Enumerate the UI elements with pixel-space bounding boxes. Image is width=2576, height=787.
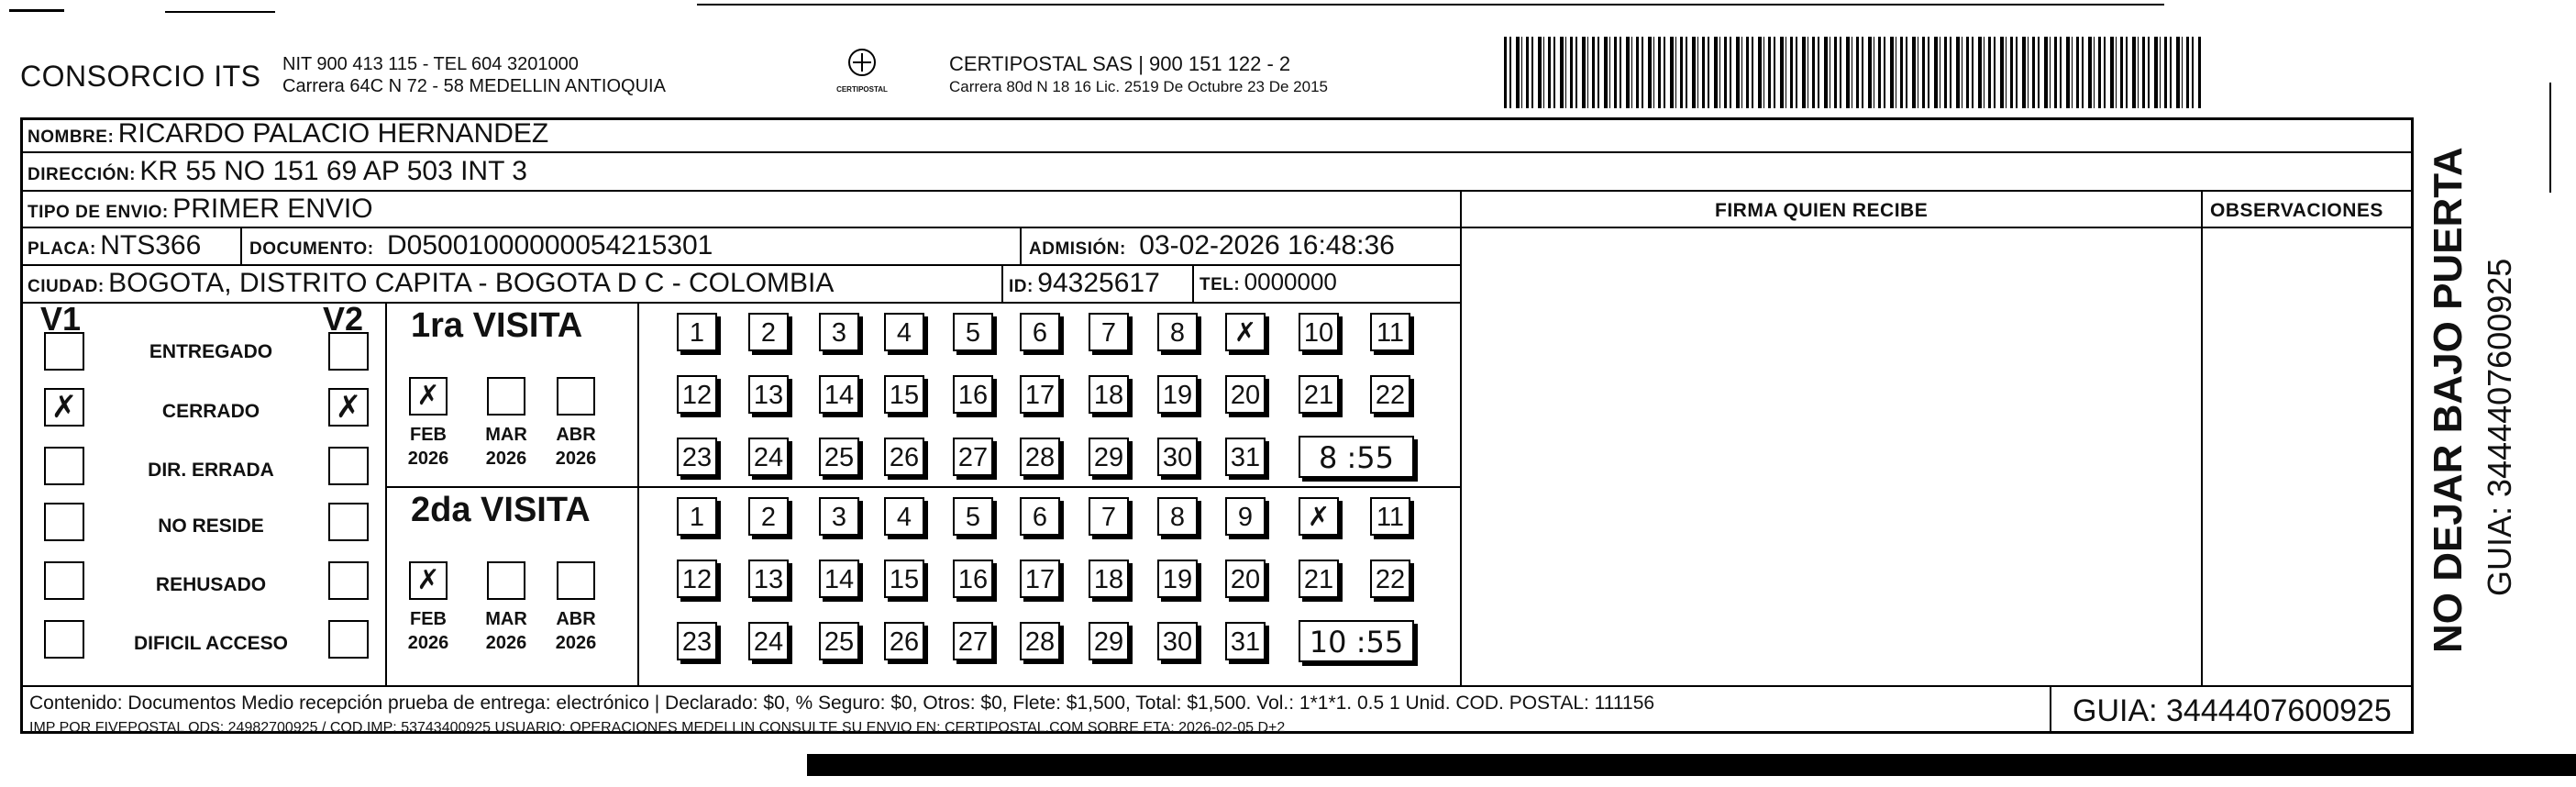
col-divider [1460, 190, 1462, 685]
month-name: FEB [410, 425, 447, 445]
documento-value: D05001000000054215301 [387, 230, 713, 260]
day-box[interactable]: 2 [748, 313, 789, 351]
v2-checkbox[interactable] [328, 620, 369, 659]
v2-checkbox[interactable] [328, 503, 369, 541]
day-box[interactable]: 1 [677, 497, 717, 536]
day-box[interactable]: 4 [884, 497, 924, 536]
v1-checkbox[interactable] [44, 503, 84, 541]
day-box[interactable]: 1 [677, 313, 717, 351]
admision-label: ADMISIÓN: [1029, 239, 1126, 259]
day-box[interactable]: 6 [1020, 313, 1060, 351]
day-box[interactable]: 6 [1020, 497, 1060, 536]
day-box[interactable]: 15 [884, 560, 924, 598]
day-box[interactable]: 11 [1370, 497, 1410, 536]
col-divider [2201, 190, 2203, 685]
id-value: 94325617 [1037, 268, 1160, 298]
day-box[interactable]: 11 [1370, 313, 1410, 351]
month-checkbox[interactable] [557, 561, 595, 600]
day-box[interactable]: 16 [953, 560, 993, 598]
day-box[interactable]: 21 [1299, 375, 1339, 414]
day-box[interactable]: 17 [1020, 560, 1060, 598]
day-box[interactable]: 10 [1299, 313, 1339, 351]
placa-label: PLACA: [28, 239, 96, 259]
scan-artifact [9, 9, 64, 12]
logo-icon [844, 48, 880, 81]
firma-header [1715, 200, 1928, 222]
day-box[interactable]: 26 [884, 622, 924, 660]
day-box[interactable]: 15 [884, 375, 924, 414]
day-box[interactable]: 29 [1089, 622, 1129, 660]
footer-guia: GUIA: 3444407600925 [2073, 693, 2392, 728]
v2-checkbox[interactable] [328, 561, 369, 600]
day-box[interactable]: 25 [819, 622, 859, 660]
placa-value: NTS366 [100, 230, 202, 260]
month-year: 2026 [407, 633, 449, 653]
col-divider [1001, 264, 1003, 302]
v2-checkbox[interactable] [328, 447, 369, 485]
day-box[interactable]: 24 [748, 622, 789, 660]
col-divider [1020, 227, 1022, 264]
day-box[interactable]: 22 [1370, 375, 1410, 414]
v1-checkbox[interactable] [44, 332, 84, 371]
month-name: MAR [485, 609, 527, 629]
day-box[interactable]: 26 [884, 438, 924, 476]
day-box[interactable]: 9 [1225, 497, 1266, 536]
ciudad-label: CIUDAD: [28, 277, 105, 296]
day-box[interactable]: 27 [953, 622, 993, 660]
visit-time[interactable]: 10 :55 [1299, 620, 1414, 662]
day-box[interactable]: 8 [1157, 313, 1198, 351]
nombre-row [28, 118, 548, 150]
day-box[interactable]: 30 [1157, 438, 1198, 476]
month-checkbox[interactable]: ✗ [409, 561, 448, 600]
month-label [474, 607, 538, 655]
scan-artifact [165, 11, 275, 13]
month-name: ABR [556, 425, 596, 445]
status-label: ENTREGADO [149, 341, 273, 362]
day-box[interactable]: 8 [1157, 497, 1198, 536]
v2-checkbox[interactable] [328, 388, 369, 427]
day-box[interactable]: 14 [819, 375, 859, 414]
status-label: CERRADO [161, 401, 260, 422]
footer-contents: Contenido: Documentos Medio recepción prueba de entrega: electrónico | Declarado: $0, % Seguro: $0, Otros: $0, Flete: $1,500, Total: $1,500. Vol.: 1*1*1. 0.5 1 Unid. COD. POSTAL: 111156 [29, 693, 1655, 714]
id-row [1009, 268, 1160, 299]
company-details [282, 53, 666, 97]
day-box[interactable]: 28 [1020, 622, 1060, 660]
row-divider [20, 227, 2414, 228]
company-address: Carrera 64C N 72 - 58 MEDELLIN ANTIOQUIA [282, 76, 666, 96]
row-divider [20, 151, 2414, 153]
day-box[interactable]: 7 [1089, 313, 1129, 351]
day-box[interactable]: 25 [819, 438, 859, 476]
nombre-label: NOMBRE: [28, 127, 115, 147]
v1-checkbox[interactable] [44, 388, 84, 427]
tipo-envio-label: TIPO DE ENVIO: [28, 203, 169, 222]
month-year: 2026 [485, 449, 527, 469]
tel-row [1200, 268, 1337, 296]
row-divider [385, 486, 1460, 488]
month-label [474, 423, 538, 471]
month-label [396, 423, 460, 471]
footer-print-info: IMP POR FIVEPOSTAL ODS: 24982700925 / COD.IMP: 53743400925 USUARIO: OPERACIONES MEDELLIN CONSULTE SU ENVIO EN: CERTIPOSTAL.COM SOBRE ETA: 2026-02-05 D+2 [29, 720, 1286, 736]
visit-title: 1ra VISITA [411, 306, 583, 345]
v1-checkbox[interactable] [44, 447, 84, 485]
month-name: MAR [485, 425, 527, 445]
v1-checkbox[interactable] [44, 620, 84, 659]
v1-checkbox[interactable] [44, 561, 84, 600]
day-box[interactable]: 5 [953, 497, 993, 536]
ciudad-value: BOGOTA, DISTRITO CAPITA - BOGOTA D C - COLOMBIA [108, 268, 835, 298]
direccion-label: DIRECCIÓN: [28, 165, 136, 184]
day-box[interactable]: 2 [748, 497, 789, 536]
nombre-value: RICARDO PALACIO HERNANDEZ [117, 118, 549, 149]
day-box[interactable]: 3 [819, 313, 859, 351]
day-box[interactable]: 30 [1157, 622, 1198, 660]
v2-header: V2 [323, 300, 364, 338]
day-box[interactable]: 18 [1089, 375, 1129, 414]
day-box[interactable]: 21 [1299, 560, 1339, 598]
month-year: 2026 [555, 633, 597, 653]
admision-row [1029, 230, 1395, 261]
col-divider [637, 302, 639, 685]
month-name: FEB [410, 609, 447, 629]
firma-label: FIRMA QUIEN RECIBE [1715, 200, 1929, 221]
col-divider [2050, 685, 2051, 734]
carrier-details [949, 52, 1328, 96]
day-box[interactable]: 31 [1225, 622, 1266, 660]
day-box[interactable]: ✗ [1299, 497, 1339, 536]
logo-text: CERTIPOSTAL [836, 85, 888, 94]
col-divider [385, 302, 387, 685]
observaciones-label: OBSERVACIONES [2210, 200, 2383, 221]
side-guia: GUIA: 3444407600925 [2481, 258, 2518, 596]
row-divider [20, 190, 2414, 192]
barcode [1504, 37, 2201, 108]
scan-artifact [697, 4, 2164, 6]
side-warning: NO DEJAR BAJO PUERTA [2426, 147, 2471, 653]
status-label: DIR. ERRADA [148, 460, 274, 481]
day-box[interactable]: 3 [819, 497, 859, 536]
day-box[interactable]: 28 [1020, 438, 1060, 476]
day-box[interactable]: 31 [1225, 438, 1266, 476]
tipo-envio-value: PRIMER ENVIO [172, 194, 373, 224]
company-nit: NIT 900 413 115 - TEL 604 3201000 [282, 54, 579, 74]
carrier-name: CERTIPOSTAL SAS | 900 151 122 - 2 [949, 52, 1291, 75]
visit-time[interactable]: 8 :55 [1299, 436, 1414, 478]
day-box[interactable]: 27 [953, 438, 993, 476]
v1-header: V1 [40, 300, 82, 338]
id-label: ID: [1009, 277, 1034, 296]
col-divider [1192, 264, 1194, 302]
check-mark: ✗ [50, 389, 78, 426]
month-year: 2026 [407, 449, 449, 469]
direccion-value: KR 55 NO 151 69 AP 503 INT 3 [139, 156, 527, 186]
day-box[interactable]: ✗ [1225, 313, 1266, 351]
day-box[interactable]: 22 [1370, 560, 1410, 598]
month-year: 2026 [485, 633, 527, 653]
documento-label: DOCUMENTO: [249, 239, 374, 259]
day-box[interactable]: 14 [819, 560, 859, 598]
month-checkbox[interactable] [557, 377, 595, 416]
scan-artifact [807, 754, 2576, 776]
day-box[interactable]: 12 [677, 375, 717, 414]
month-label [544, 607, 608, 655]
company-name: CONSORCIO ITS [20, 60, 261, 93]
day-box[interactable]: 17 [1020, 375, 1060, 414]
day-box[interactable]: 19 [1157, 560, 1198, 598]
form-frame [20, 117, 2414, 734]
admision-value: 03-02-2026 16:48:36 [1139, 230, 1395, 260]
check-mark: ✗ [335, 389, 362, 426]
day-box[interactable]: 7 [1089, 497, 1129, 536]
day-box[interactable]: 29 [1089, 438, 1129, 476]
day-box[interactable]: 23 [677, 622, 717, 660]
tipo-envio-row [28, 194, 373, 225]
observaciones-header [2210, 200, 2383, 222]
tel-value: 0000000 [1244, 268, 1337, 295]
day-box[interactable]: 23 [677, 438, 717, 476]
status-label: REHUSADO [155, 574, 267, 595]
carrier-license: Carrera 80d N 18 16 Lic. 2519 De Octubre 23 De 2015 [949, 78, 1328, 95]
day-box[interactable]: 20 [1225, 375, 1266, 414]
documento-row [249, 230, 713, 261]
day-box[interactable]: 19 [1157, 375, 1198, 414]
day-box[interactable]: 13 [748, 375, 789, 414]
tel-label: TEL: [1200, 275, 1241, 294]
visit-title: 2da VISITA [411, 491, 591, 529]
day-box[interactable]: 24 [748, 438, 789, 476]
row-divider [20, 264, 1460, 266]
day-box[interactable]: 4 [884, 313, 924, 351]
row-divider [20, 685, 2414, 687]
month-checkbox[interactable] [487, 377, 525, 416]
month-label [396, 607, 460, 655]
day-box[interactable]: 13 [748, 560, 789, 598]
status-label: NO RESIDE [158, 515, 264, 537]
status-label: DIFICIL ACCESO [133, 633, 288, 654]
month-name: ABR [556, 609, 596, 629]
v2-checkbox[interactable] [328, 332, 369, 371]
day-box[interactable]: 12 [677, 560, 717, 598]
day-box[interactable]: 18 [1089, 560, 1129, 598]
month-year: 2026 [555, 449, 597, 469]
day-box[interactable]: 16 [953, 375, 993, 414]
month-checkbox[interactable] [487, 561, 525, 600]
col-divider [240, 227, 242, 264]
month-checkbox[interactable]: ✗ [409, 377, 448, 416]
placa-row [28, 230, 201, 261]
row-divider [20, 302, 1460, 304]
direccion-row [28, 156, 527, 187]
day-box[interactable]: 5 [953, 313, 993, 351]
ciudad-row [28, 268, 834, 299]
scan-artifact [2549, 83, 2551, 193]
month-label [544, 423, 608, 471]
carrier-logo [830, 48, 894, 94]
day-box[interactable]: 20 [1225, 560, 1266, 598]
